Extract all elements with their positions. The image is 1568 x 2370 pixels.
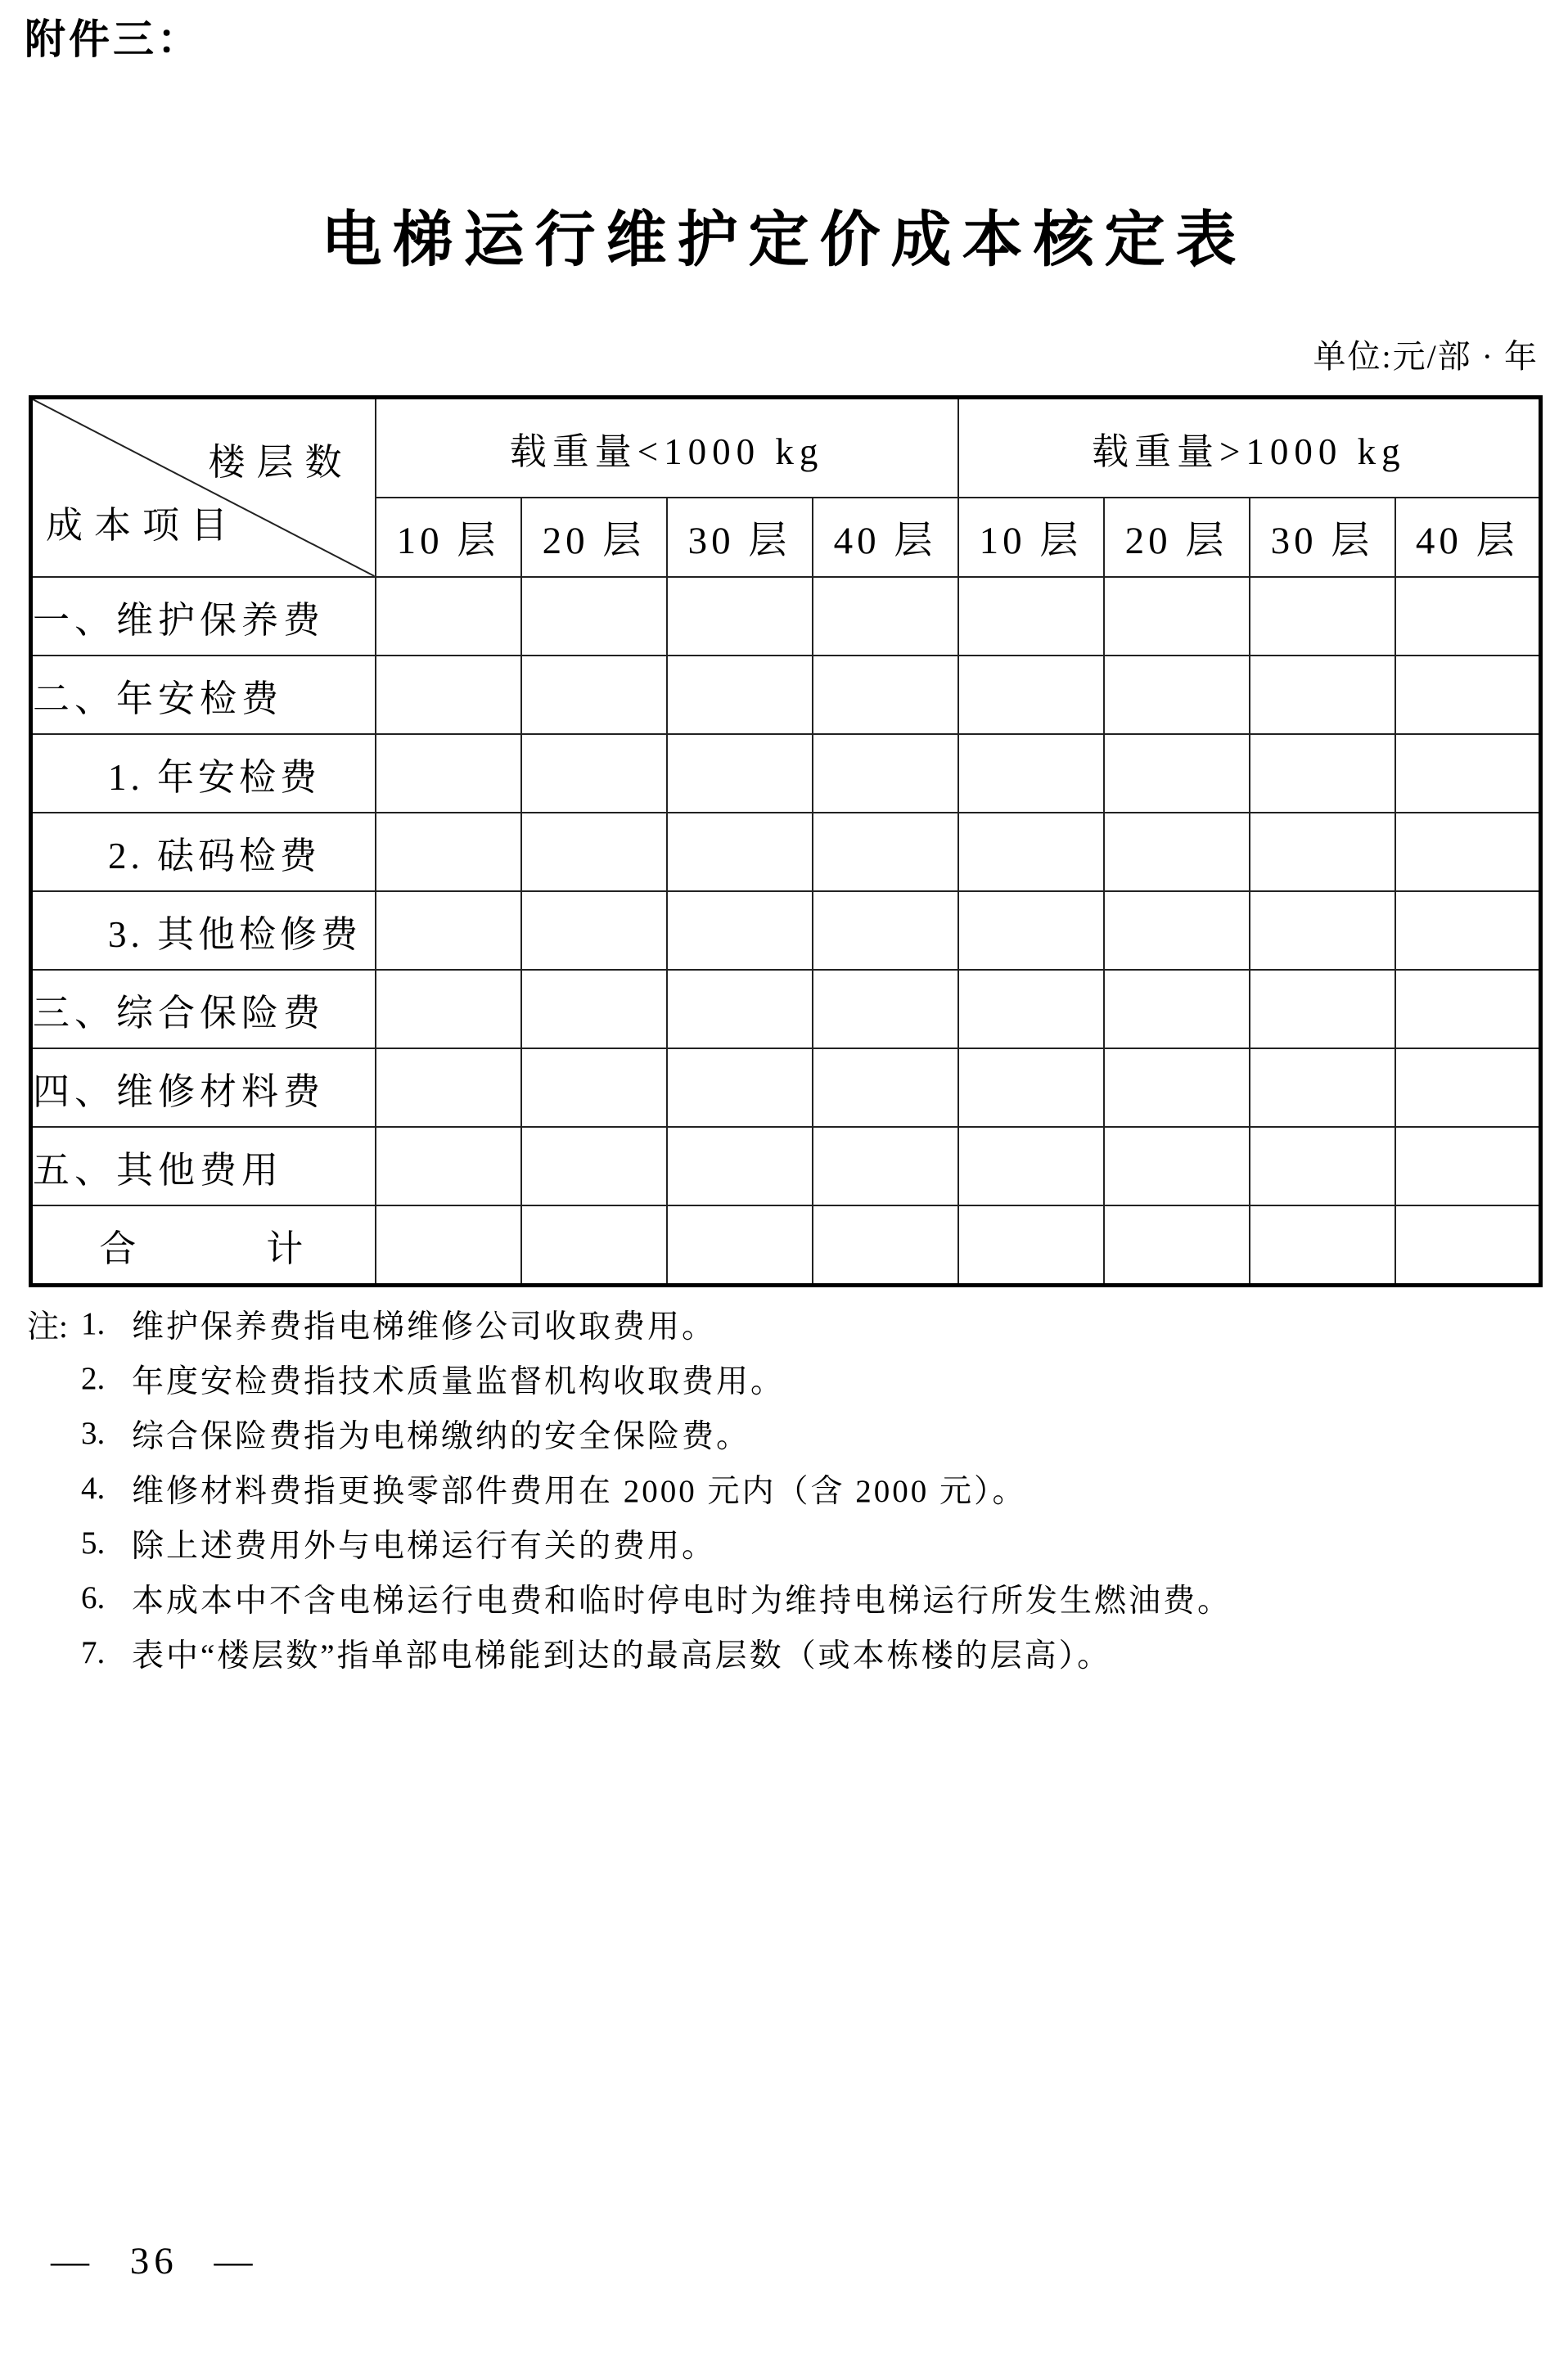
floor-col-header: 20 层 [521, 498, 667, 577]
table-row-total [31, 1205, 1541, 1286]
value-cell [1250, 1127, 1395, 1205]
note-number: 3. [81, 1416, 106, 1451]
value-cell [1250, 813, 1395, 891]
value-cell [958, 1048, 1104, 1127]
note-text: 维护保养费指电梯维修公司收取费用。 [132, 1309, 717, 1345]
value-cell [1250, 891, 1395, 970]
value-cell [1250, 970, 1395, 1048]
floor-col-header: 10 层 [958, 498, 1104, 577]
row-label: 三、综合保险费 [31, 970, 376, 1048]
floor-col-header: 40 层 [1395, 498, 1541, 577]
value-cell [1395, 1127, 1541, 1205]
value-cell [958, 813, 1104, 891]
note-text: 综合保险费指为电梯缴纳的安全保险费。 [132, 1418, 751, 1454]
note-number: 2. [81, 1361, 106, 1396]
value-cell [1104, 1048, 1250, 1127]
value-cell [1104, 1127, 1250, 1205]
note-text: 表中“楼层数”指单部电梯能到达的最高层数（或本栋楼的层高）。 [132, 1638, 1112, 1674]
note-number: 7. [81, 1635, 106, 1670]
value-cell [521, 656, 667, 734]
floor-col-header: 20 层 [1104, 498, 1250, 577]
total-row-label: 合 计 [31, 1205, 376, 1286]
note-text: 维修材料费指更换零部件费用在 2000 元内（含 2000 元）。 [132, 1473, 1027, 1509]
row-label: 二、年安检费 [31, 656, 376, 734]
value-cell [1250, 1205, 1395, 1286]
note-line [27, 1461, 1549, 1516]
value-cell [813, 813, 958, 891]
value-cell [1104, 577, 1250, 656]
note-text: 本成本中不含电梯运行电费和临时停电时为维持电梯运行所发生燃油费。 [132, 1583, 1232, 1619]
value-cell [667, 734, 813, 813]
row-label: 五、其他费用 [31, 1127, 376, 1205]
cost-table-container [29, 395, 1539, 1287]
table-row [31, 813, 1541, 891]
value-cell [1395, 1048, 1541, 1127]
value-cell [1104, 656, 1250, 734]
value-cell [958, 891, 1104, 970]
value-cell [1395, 813, 1541, 891]
attachment-label: 附件三： [25, 16, 201, 62]
value-cell [376, 577, 521, 656]
header-group-row [31, 398, 1541, 498]
value-cell [958, 656, 1104, 734]
value-cell [1104, 813, 1250, 891]
value-cell [958, 577, 1104, 656]
value-cell [667, 577, 813, 656]
table-row [31, 656, 1541, 734]
note-line [27, 1351, 1549, 1406]
value-cell [1250, 1048, 1395, 1127]
value-cell [1395, 734, 1541, 813]
notes-prefix: 注: [27, 1309, 68, 1345]
note-line [27, 1625, 1549, 1680]
table-row [31, 1127, 1541, 1205]
value-cell [813, 656, 958, 734]
value-cell [667, 813, 813, 891]
value-cell [813, 891, 958, 970]
row-label: 3. 其他检修费 [31, 891, 376, 970]
diagonal-line [33, 399, 375, 576]
table-row [31, 577, 1541, 656]
note-line [27, 1516, 1549, 1570]
unit-note: 单位:元/部 · 年 [1313, 338, 1539, 375]
value-cell [1395, 656, 1541, 734]
value-cell [1104, 734, 1250, 813]
value-cell [1395, 1205, 1541, 1286]
floor-col-header: 10 层 [376, 498, 521, 577]
load-group-under-1000: 载重量<1000 kg [376, 398, 958, 498]
value-cell [667, 970, 813, 1048]
value-cell [958, 1127, 1104, 1205]
value-cell [521, 1048, 667, 1127]
value-cell [813, 577, 958, 656]
value-cell [521, 891, 667, 970]
value-cell [376, 891, 521, 970]
value-cell [667, 1127, 813, 1205]
corner-cost-items-label: 成本项目 [46, 505, 240, 546]
value-cell [1104, 1205, 1250, 1286]
value-cell [376, 970, 521, 1048]
corner-cell [31, 398, 376, 578]
table-row [31, 1048, 1541, 1127]
note-line [27, 1406, 1549, 1461]
floor-col-header: 30 层 [667, 498, 813, 577]
value-cell [521, 577, 667, 656]
floor-col-header: 40 层 [813, 498, 958, 577]
note-text: 年度安检费指技术质量监督机构收取费用。 [132, 1363, 786, 1399]
value-cell [1250, 656, 1395, 734]
note-text: 除上述费用外与电梯运行有关的费用。 [132, 1528, 717, 1564]
corner-floors-label: 楼层数 [208, 442, 354, 483]
value-cell [813, 970, 958, 1048]
value-cell [521, 970, 667, 1048]
value-cell [667, 1048, 813, 1127]
cost-table [29, 395, 1543, 1287]
table-row [31, 734, 1541, 813]
value-cell [1104, 970, 1250, 1048]
note-number: 4. [81, 1471, 106, 1506]
value-cell [376, 1205, 521, 1286]
value-cell [1250, 734, 1395, 813]
note-line [27, 1296, 1549, 1351]
value-cell [813, 1205, 958, 1286]
value-cell [958, 970, 1104, 1048]
value-cell [667, 891, 813, 970]
value-cell [1104, 891, 1250, 970]
note-number: 1. [81, 1306, 106, 1341]
value-cell [958, 734, 1104, 813]
load-group-over-1000: 载重量>1000 kg [958, 398, 1541, 498]
value-cell [376, 813, 521, 891]
note-line [27, 1570, 1549, 1625]
value-cell [667, 1205, 813, 1286]
value-cell [376, 1127, 521, 1205]
row-label: 四、维修材料费 [31, 1048, 376, 1127]
floor-col-header: 30 层 [1250, 498, 1395, 577]
value-cell [1395, 577, 1541, 656]
value-cell [1250, 577, 1395, 656]
value-cell [521, 1127, 667, 1205]
table-row [31, 970, 1541, 1048]
value-cell [1395, 970, 1541, 1048]
row-label: 2. 砝码检费 [31, 813, 376, 891]
value-cell [376, 734, 521, 813]
value-cell [376, 1048, 521, 1127]
value-cell [1395, 891, 1541, 970]
value-cell [521, 1205, 667, 1286]
notes-section [27, 1296, 1549, 1680]
value-cell [521, 734, 667, 813]
row-label: 1. 年安检费 [31, 734, 376, 813]
value-cell [813, 1048, 958, 1127]
value-cell [521, 813, 667, 891]
page-title: 电梯运行维护定价成本核定表 [321, 207, 1247, 274]
page-number: — 36 — [51, 2240, 258, 2282]
value-cell [813, 734, 958, 813]
note-number: 6. [81, 1580, 106, 1615]
value-cell [958, 1205, 1104, 1286]
value-cell [376, 656, 521, 734]
table-row [31, 891, 1541, 970]
value-cell [667, 656, 813, 734]
note-number: 5. [81, 1525, 106, 1561]
row-label: 一、维护保养费 [31, 577, 376, 656]
value-cell [813, 1127, 958, 1205]
